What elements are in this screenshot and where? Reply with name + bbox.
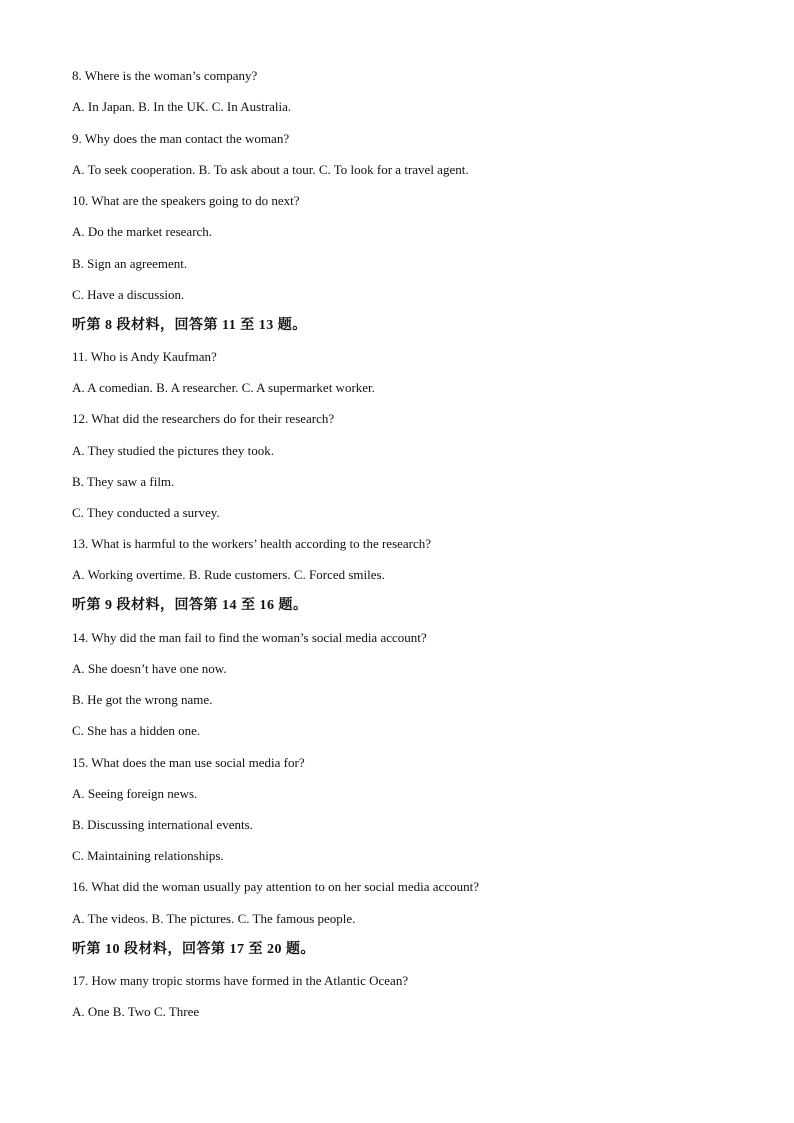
option-10-c: C. Have a discussion.: [72, 287, 185, 302]
option-12-a: A. They studied the pictures they took.: [72, 443, 274, 458]
question-13: 13. What is harmful to the workers’ health according to the research?: [72, 536, 432, 551]
section-heading-9: 听第 9 段材料，回答第 14 至 16 题。: [72, 598, 308, 613]
option-15-c: C. Maintaining relationships.: [72, 848, 224, 863]
options-8: A. In Japan. B. In the UK. C. In Australia.: [72, 99, 292, 114]
options-16: A. The videos. B. The pictures. C. The famous people.: [72, 911, 356, 926]
question-10: 10. What are the speakers going to do next?: [72, 193, 300, 208]
options-13: A. Working overtime. B. Rude customers. C. Forced smiles.: [72, 567, 385, 582]
options-11: A. A comedian. B. A researcher. C. A supermarket worker.: [72, 380, 375, 395]
option-12-b: B. They saw a film.: [72, 474, 175, 489]
question-17: 17. How many tropic storms have formed in the Atlantic Ocean?: [72, 973, 409, 988]
option-15-a: A. Seeing foreign news.: [72, 786, 198, 801]
section-heading-8: 听第 8 段材料，回答第 11 至 13 题。: [72, 318, 307, 333]
options-9: A. To seek cooperation. B. To ask about a tour. C. To look for a travel agent.: [72, 162, 469, 177]
question-14: 14. Why did the man fail to find the woman’s social media account?: [72, 630, 427, 645]
section-heading-10: 听第 10 段材料，回答第 17 至 20 题。: [72, 942, 315, 957]
question-16: 16. What did the woman usually pay attention to on her social media account?: [72, 879, 479, 894]
option-15-b: B. Discussing international events.: [72, 817, 253, 832]
question-12: 12. What did the researchers do for their research?: [72, 411, 335, 426]
option-14-c: C. She has a hidden one.: [72, 723, 201, 738]
option-12-c: C. They conducted a survey.: [72, 505, 220, 520]
question-8: 8. Where is the woman’s company?: [72, 68, 258, 83]
question-15: 15. What does the man use social media for?: [72, 755, 305, 770]
option-10-b: B. Sign an agreement.: [72, 256, 188, 271]
question-11: 11. Who is Andy Kaufman?: [72, 349, 217, 364]
option-10-a: A. Do the market research.: [72, 224, 213, 239]
option-14-b: B. He got the wrong name.: [72, 692, 213, 707]
option-14-a: A. She doesn’t have one now.: [72, 661, 227, 676]
question-9: 9. Why does the man contact the woman?: [72, 131, 290, 146]
options-17: A. One B. Two C. Three: [72, 1004, 200, 1019]
